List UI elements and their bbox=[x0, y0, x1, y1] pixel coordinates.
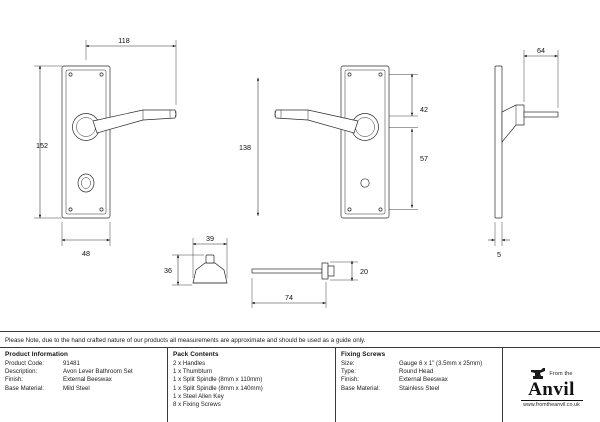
list-item: 1 x Steel Allen Key bbox=[173, 392, 224, 400]
dimension-label-48-height: 152 bbox=[36, 141, 48, 150]
base-material-label: Base Material: bbox=[5, 384, 44, 392]
dimension-label-36: 36 bbox=[164, 266, 172, 275]
table-row bbox=[341, 376, 498, 384]
pack-contents-column bbox=[168, 348, 336, 422]
dimension-64 bbox=[524, 50, 558, 108]
view-front-lever bbox=[62, 66, 176, 218]
product-information-title: Product Information bbox=[5, 351, 68, 358]
screw-type-value: Round Head bbox=[399, 368, 434, 376]
table-row bbox=[341, 385, 498, 393]
anvil-icon bbox=[530, 367, 546, 380]
table-row bbox=[5, 385, 163, 393]
product-code-label: Product Code: bbox=[5, 360, 44, 367]
brand-url: www.fromtheanvil.co.uk bbox=[523, 401, 580, 408]
screw-finish-value: External Beeswax bbox=[399, 376, 448, 384]
dimension-label-57: 57 bbox=[420, 154, 428, 163]
description-value: Avon Lever Bathroom Set bbox=[63, 368, 133, 376]
view-split-spindle bbox=[252, 263, 334, 279]
screw-size-value: Gauge 6 x 1" (3.5mm x 25mm) bbox=[399, 360, 483, 367]
divider bbox=[521, 400, 583, 401]
list-item: 1 x Split Spindle (8mm x 110mm) bbox=[173, 376, 263, 384]
table-row bbox=[341, 360, 498, 368]
view-side-lever bbox=[275, 66, 389, 218]
base-material-value: Mild Steel bbox=[63, 384, 90, 392]
table-row bbox=[5, 360, 163, 368]
list-item: 2 x Handles bbox=[173, 360, 206, 367]
view-thumbturn bbox=[193, 255, 227, 283]
description-label: Description: bbox=[5, 368, 38, 376]
dimension-label-74: 74 bbox=[285, 293, 293, 302]
table-row bbox=[5, 368, 163, 376]
dimension-label-64: 64 bbox=[537, 46, 545, 55]
view-rose-spindle bbox=[495, 66, 558, 218]
brand-tagline: From the bbox=[549, 370, 573, 377]
fixing-screws-title: Fixing Screws bbox=[341, 351, 386, 358]
product-information-column bbox=[0, 348, 168, 422]
finish-value: External Beeswax bbox=[63, 376, 112, 384]
dimension-label-48: 48 bbox=[82, 249, 90, 258]
list-item: 1 x Split Spindle (8mm x 140mm) bbox=[173, 384, 263, 392]
finish-label: Finish: bbox=[5, 376, 23, 384]
screw-finish-label: Finish: bbox=[341, 376, 359, 384]
dimension-label-39: 39 bbox=[206, 234, 214, 243]
table-row bbox=[341, 368, 498, 376]
product-code-value: 91481 bbox=[63, 360, 80, 367]
brand-logo bbox=[503, 348, 600, 422]
list-item: 1 x Thumbturn bbox=[173, 368, 213, 376]
dimension-57 bbox=[389, 128, 418, 210]
spec-table bbox=[0, 348, 600, 422]
dimension-label-20: 20 bbox=[360, 267, 368, 276]
fixing-screws-column bbox=[336, 348, 503, 422]
screw-base-material-value: Stainless Steel bbox=[399, 384, 440, 392]
screw-type-label: Type: bbox=[341, 368, 356, 376]
dimension-label-138: 138 bbox=[239, 143, 251, 152]
table-row bbox=[5, 376, 163, 384]
list-item: 8 x Fixing Screws bbox=[173, 401, 221, 409]
measurement-note: Please Note, due to the hand crafted nature of our products all measurements are approximate and should be used as a guide only. bbox=[0, 331, 600, 348]
brand-name: Anvil bbox=[528, 378, 575, 400]
dimension-5 bbox=[488, 222, 510, 246]
screw-base-material-label: Base Material: bbox=[341, 384, 380, 392]
dimension-label-42: 42 bbox=[420, 105, 428, 114]
dimension-label-118: 118 bbox=[118, 36, 130, 45]
dimension-label-5: 5 bbox=[497, 250, 501, 259]
pack-contents-title: Pack Contents bbox=[173, 351, 219, 358]
dimension-48 bbox=[62, 222, 110, 246]
dimension-42 bbox=[389, 74, 418, 116]
screw-size-label: Size: bbox=[341, 360, 355, 367]
